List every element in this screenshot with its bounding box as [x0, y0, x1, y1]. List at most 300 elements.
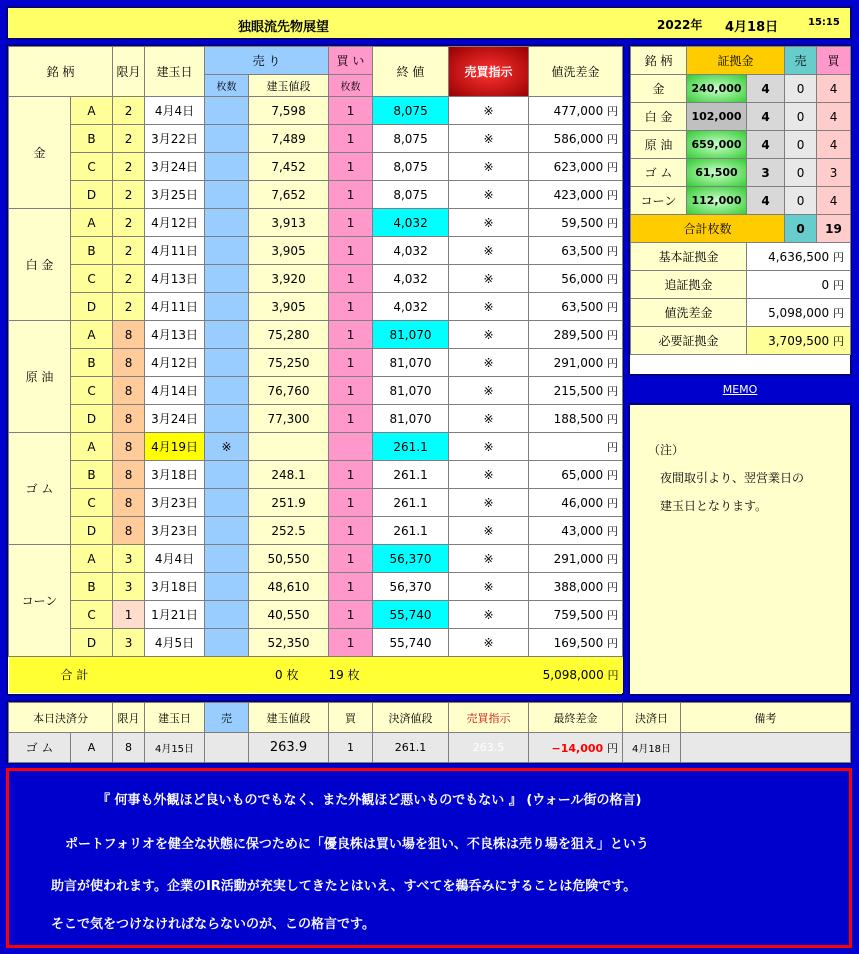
- buy-qty: 1: [329, 405, 373, 433]
- commodity-name: コーン: [9, 545, 71, 657]
- settle-settle-date: 4月18日: [623, 733, 681, 763]
- contract-month: 8: [113, 461, 145, 489]
- diff-yen: 円: [607, 244, 619, 258]
- table-row: [9, 517, 623, 545]
- settle-header-date: 決済日: [623, 703, 681, 733]
- sell-qty: [205, 181, 249, 209]
- trade-instruction[interactable]: ※: [449, 97, 529, 125]
- entry-date: 3月22日: [145, 125, 205, 153]
- diff-yen: 円: [607, 412, 619, 426]
- entry-date: 4月11日: [145, 293, 205, 321]
- diff-value: 63,500: [561, 243, 604, 258]
- settle-month: 8: [113, 733, 145, 763]
- trade-instruction[interactable]: ※: [449, 153, 529, 181]
- table-row: [9, 545, 623, 573]
- summary-value-cell: [747, 327, 851, 355]
- contract-month: 2: [113, 293, 145, 321]
- close-price: 8,075: [373, 153, 449, 181]
- table-row: [9, 461, 623, 489]
- diff-yen: 円: [607, 132, 619, 146]
- diff-yen: 円: [607, 496, 619, 510]
- table-row: [9, 377, 623, 405]
- entry-date: 3月25日: [145, 181, 205, 209]
- title-year: 2022年: [657, 18, 703, 32]
- total-diff-value: 5,098,000: [542, 667, 604, 682]
- margin-sell: 0: [785, 159, 817, 187]
- diff-value: 46,000: [561, 495, 604, 510]
- summary-label: 追証拠金: [631, 271, 747, 299]
- sell-qty: [205, 573, 249, 601]
- contract-sub: B: [71, 237, 113, 265]
- margin-qty: 4: [747, 131, 785, 159]
- title-bar: [6, 6, 852, 40]
- table-row: [9, 349, 623, 377]
- margin-panel: [628, 44, 852, 376]
- entry-price: 40,550: [249, 601, 329, 629]
- diff-yen: 円: [607, 524, 619, 538]
- sell-qty: [205, 489, 249, 517]
- entry-price: 76,760: [249, 377, 329, 405]
- settle-header-label: 本日決済分: [9, 703, 113, 733]
- entry-date: 4月4日: [145, 545, 205, 573]
- header-diff: 値洗差金: [529, 47, 623, 97]
- table-row: [9, 181, 623, 209]
- diff-cell: [529, 433, 623, 461]
- diff-value: 388,000: [553, 579, 604, 594]
- table-row: [9, 237, 623, 265]
- diff-value: 63,500: [561, 299, 604, 314]
- diff-yen: 円: [607, 188, 619, 202]
- trade-instruction[interactable]: ※: [449, 125, 529, 153]
- margin-header-sell: 売: [785, 47, 817, 75]
- total-buy-unit: 枚: [347, 668, 360, 683]
- positions-panel: [6, 44, 624, 696]
- header-sell-qty: 枚数: [205, 75, 249, 97]
- diff-value: 169,500: [553, 635, 604, 650]
- margin-amount: 112,000: [687, 187, 747, 215]
- margin-amount: 102,000: [687, 103, 747, 131]
- entry-date: 4月5日: [145, 629, 205, 657]
- trade-instruction[interactable]: ※: [449, 349, 529, 377]
- margin-summary-row: [631, 299, 851, 327]
- entry-price: 252.5: [249, 517, 329, 545]
- entry-date: 3月24日: [145, 153, 205, 181]
- margin-amount: 240,000: [687, 75, 747, 103]
- total-sell-unit: 枚: [286, 668, 299, 683]
- diff-value: 59,500: [561, 215, 604, 230]
- title-date: 4月18日: [725, 20, 779, 35]
- buy-qty: 1: [329, 181, 373, 209]
- contract-sub: B: [71, 573, 113, 601]
- settle-final-value: −14,000: [551, 741, 604, 755]
- contract-sub: B: [71, 125, 113, 153]
- margin-amount: 659,000: [687, 131, 747, 159]
- summary-value: 3,709,500: [768, 333, 830, 348]
- summary-value: 4,636,500: [768, 249, 830, 264]
- header-meigara: 銘 柄: [9, 47, 113, 97]
- entry-price: 7,652: [249, 181, 329, 209]
- contract-sub: C: [71, 153, 113, 181]
- diff-cell: [529, 377, 623, 405]
- close-price: 81,070: [373, 349, 449, 377]
- commodity-name: 金: [9, 97, 71, 209]
- quote-line-3: 助言が使われます。企業のIR活動が充実してきたとはいえ、すべてを鵜呑みにすることは危険です。: [51, 879, 637, 894]
- diff-cell: [529, 321, 623, 349]
- diff-value: 291,000: [553, 355, 604, 370]
- buy-qty: 1: [329, 349, 373, 377]
- buy-qty: 1: [329, 293, 373, 321]
- contract-sub: C: [71, 265, 113, 293]
- buy-qty: [329, 433, 373, 461]
- sell-qty: [205, 153, 249, 181]
- diff-yen: 円: [607, 160, 619, 174]
- contract-sub: D: [71, 405, 113, 433]
- buy-qty: 1: [329, 265, 373, 293]
- close-price: 261.1: [373, 489, 449, 517]
- memo-line-1: （注）: [648, 443, 685, 457]
- trade-instruction[interactable]: ※: [449, 265, 529, 293]
- table-row: [9, 601, 623, 629]
- trade-instruction[interactable]: ※: [449, 517, 529, 545]
- buy-qty: 1: [329, 489, 373, 517]
- header-entry-price: 建玉値段: [249, 75, 329, 97]
- diff-cell: [529, 237, 623, 265]
- diff-cell: [529, 601, 623, 629]
- margin-buy: 4: [817, 131, 851, 159]
- buy-qty: 1: [329, 97, 373, 125]
- trade-instruction[interactable]: ※: [449, 545, 529, 573]
- settle-sell: [205, 733, 249, 763]
- header-tatebi: 建玉日: [145, 47, 205, 97]
- trade-instruction[interactable]: ※: [449, 237, 529, 265]
- margin-commodity: コーン: [631, 187, 687, 215]
- summary-label: 基本証拠金: [631, 243, 747, 271]
- entry-date: 4月4日: [145, 97, 205, 125]
- close-price: 4,032: [373, 265, 449, 293]
- margin-commodity: 白 金: [631, 103, 687, 131]
- table-row: [9, 629, 623, 657]
- contract-sub: A: [71, 321, 113, 349]
- trade-instruction[interactable]: ※: [449, 181, 529, 209]
- settle-header-note: 備考: [681, 703, 851, 733]
- diff-value: 291,000: [553, 551, 604, 566]
- diff-cell: [529, 629, 623, 657]
- settle-note: [681, 733, 851, 763]
- settle-final: [529, 733, 623, 763]
- table-row: [9, 573, 623, 601]
- trade-instruction[interactable]: ※: [449, 489, 529, 517]
- contract-month: 2: [113, 97, 145, 125]
- quote-panel: [6, 768, 852, 948]
- contract-sub: D: [71, 517, 113, 545]
- margin-total-buy: 19: [817, 215, 851, 243]
- settle-header-price: 建玉値段: [249, 703, 329, 733]
- close-price: 4,032: [373, 209, 449, 237]
- diff-yen: 円: [607, 300, 619, 314]
- entry-price: 3,905: [249, 237, 329, 265]
- buy-qty: 1: [329, 321, 373, 349]
- quote-line-4: そこで気をつけなければならないのが、この格言です。: [51, 917, 375, 932]
- entry-date: 3月18日: [145, 461, 205, 489]
- margin-amount: 61,500: [687, 159, 747, 187]
- settle-baibai: 263.5: [449, 733, 529, 763]
- entry-price: 7,452: [249, 153, 329, 181]
- entry-date: 4月19日: [145, 433, 205, 461]
- sell-qty: ※: [205, 433, 249, 461]
- diff-cell: [529, 573, 623, 601]
- settle-header-baibai: 売買指示: [449, 703, 529, 733]
- trade-instruction[interactable]: ※: [449, 573, 529, 601]
- diff-cell: [529, 293, 623, 321]
- total-diff: [449, 657, 623, 693]
- margin-qty: 4: [747, 103, 785, 131]
- margin-sell: 0: [785, 131, 817, 159]
- summary-value: 5,098,000: [768, 305, 830, 320]
- trade-instruction[interactable]: ※: [449, 209, 529, 237]
- settle-header-month: 限月: [113, 703, 145, 733]
- margin-header-shokokin: 証拠金: [687, 47, 785, 75]
- diff-value: 215,500: [553, 383, 604, 398]
- table-row: [9, 293, 623, 321]
- summary-value-cell: [747, 243, 851, 271]
- margin-commodity: 金: [631, 75, 687, 103]
- contract-sub: C: [71, 489, 113, 517]
- settle-header-kessai: 決済値段: [373, 703, 449, 733]
- buy-qty: 1: [329, 629, 373, 657]
- close-price: 56,370: [373, 573, 449, 601]
- margin-summary-row: [631, 327, 851, 355]
- entry-price: 3,913: [249, 209, 329, 237]
- diff-yen: 円: [607, 468, 619, 482]
- contract-month: 2: [113, 237, 145, 265]
- trade-instruction[interactable]: ※: [449, 629, 529, 657]
- contract-sub: B: [71, 461, 113, 489]
- table-row: [9, 265, 623, 293]
- diff-yen: 円: [607, 216, 619, 230]
- trade-instruction[interactable]: ※: [449, 433, 529, 461]
- close-price: 81,070: [373, 377, 449, 405]
- margin-row: [631, 75, 851, 103]
- summary-yen: 円: [833, 334, 845, 348]
- diff-value: 623,000: [553, 159, 604, 174]
- margin-qty: 4: [747, 187, 785, 215]
- entry-date: 4月13日: [145, 321, 205, 349]
- entry-price: 48,610: [249, 573, 329, 601]
- summary-label: 必要証拠金: [631, 327, 747, 355]
- commodity-name: 原 油: [9, 321, 71, 433]
- margin-commodity: 原 油: [631, 131, 687, 159]
- sell-qty: [205, 237, 249, 265]
- close-price: 4,032: [373, 293, 449, 321]
- sell-qty: [205, 209, 249, 237]
- entry-date: 4月11日: [145, 237, 205, 265]
- close-price: 261.1: [373, 461, 449, 489]
- sell-qty: [205, 405, 249, 433]
- diff-value: 65,000: [561, 467, 604, 482]
- total-sell-value: 0: [275, 668, 283, 683]
- header-buy-qty: 枚数: [329, 75, 373, 97]
- diff-value: 423,000: [553, 187, 604, 202]
- contract-month: 2: [113, 265, 145, 293]
- contract-month: 3: [113, 545, 145, 573]
- entry-price: 75,280: [249, 321, 329, 349]
- entry-price: 7,489: [249, 125, 329, 153]
- header-gengetsu: 限月: [113, 47, 145, 97]
- diff-cell: [529, 265, 623, 293]
- diff-cell: [529, 517, 623, 545]
- sell-qty: [205, 321, 249, 349]
- diff-yen: 円: [607, 104, 619, 118]
- margin-total-sell: 0: [785, 215, 817, 243]
- close-price: 8,075: [373, 97, 449, 125]
- diff-cell: [529, 153, 623, 181]
- buy-qty: 1: [329, 209, 373, 237]
- diff-value: 586,000: [553, 131, 604, 146]
- summary-value: 0: [821, 277, 830, 292]
- total-row: [9, 657, 623, 693]
- commodity-name: 白 金: [9, 209, 71, 321]
- entry-date: 3月23日: [145, 489, 205, 517]
- table-row: [9, 97, 623, 125]
- page-title: 独眼流先物展望: [238, 20, 330, 35]
- contract-month: 2: [113, 153, 145, 181]
- diff-yen: 円: [607, 580, 619, 594]
- margin-row: [631, 159, 851, 187]
- margin-buy: 4: [817, 187, 851, 215]
- memo-line-2: 夜間取引より、翌営業日の: [660, 471, 805, 485]
- settle-header-final: 最終差金: [529, 703, 623, 733]
- settle-sub: A: [71, 733, 113, 763]
- buy-qty: 1: [329, 153, 373, 181]
- entry-date: 3月24日: [145, 405, 205, 433]
- buy-qty: 1: [329, 377, 373, 405]
- diff-yen: 円: [607, 608, 619, 622]
- memo-link[interactable]: MEMO: [722, 383, 758, 396]
- quote-line-1: 『 何事も外観ほど良いものでもなく、また外観ほど悪いものでもない 』 (ウォール街の格言): [97, 793, 642, 808]
- buy-qty: 1: [329, 461, 373, 489]
- margin-row: [631, 103, 851, 131]
- settle-buy: 1: [329, 733, 373, 763]
- diff-yen: 円: [607, 272, 619, 286]
- entry-date: 1月21日: [145, 601, 205, 629]
- margin-buy: 4: [817, 75, 851, 103]
- contract-sub: A: [71, 97, 113, 125]
- close-price: 261.1: [373, 433, 449, 461]
- total-label: 合 計: [9, 657, 205, 693]
- entry-price: 75,250: [249, 349, 329, 377]
- header-trade-instruction[interactable]: 売買指示: [449, 47, 529, 97]
- commodity-name: ゴ ム: [9, 433, 71, 545]
- sell-qty: [205, 545, 249, 573]
- diff-yen: 円: [607, 552, 619, 566]
- close-price: 56,370: [373, 545, 449, 573]
- margin-sell: 0: [785, 75, 817, 103]
- trade-instruction[interactable]: ※: [449, 461, 529, 489]
- table-row: [9, 321, 623, 349]
- summary-yen: 円: [833, 278, 845, 292]
- diff-cell: [529, 461, 623, 489]
- contract-month: 8: [113, 321, 145, 349]
- margin-header-meigara: 銘 柄: [631, 47, 687, 75]
- margin-buy: 3: [817, 159, 851, 187]
- trade-instruction[interactable]: ※: [449, 601, 529, 629]
- header-buy: 買 い: [329, 47, 373, 75]
- close-price: 81,070: [373, 405, 449, 433]
- margin-buy: 4: [817, 103, 851, 131]
- entry-price: 50,550: [249, 545, 329, 573]
- sell-qty: [205, 97, 249, 125]
- entry-date: 4月12日: [145, 349, 205, 377]
- diff-value: 56,000: [561, 271, 604, 286]
- diff-value: 188,500: [553, 411, 604, 426]
- buy-qty: 1: [329, 517, 373, 545]
- diff-yen: 円: [607, 636, 619, 650]
- summary-yen: 円: [833, 250, 845, 264]
- contract-sub: A: [71, 545, 113, 573]
- diff-cell: [529, 125, 623, 153]
- contract-month: 8: [113, 377, 145, 405]
- entry-price: 52,350: [249, 629, 329, 657]
- entry-price: 7,598: [249, 97, 329, 125]
- settle-header-sell: 売: [205, 703, 249, 733]
- entry-date: 4月12日: [145, 209, 205, 237]
- sell-qty: [205, 629, 249, 657]
- entry-date: 4月14日: [145, 377, 205, 405]
- sell-qty: [205, 377, 249, 405]
- buy-qty: 1: [329, 125, 373, 153]
- trade-instruction[interactable]: ※: [449, 293, 529, 321]
- diff-yen: 円: [607, 384, 619, 398]
- margin-commodity: ゴ ム: [631, 159, 687, 187]
- trade-instruction[interactable]: ※: [449, 321, 529, 349]
- entry-price: 248.1: [249, 461, 329, 489]
- header-close: 終 値: [373, 47, 449, 97]
- table-row: [9, 153, 623, 181]
- entry-date: 3月18日: [145, 573, 205, 601]
- margin-sell: 0: [785, 103, 817, 131]
- settle-header-buy: 買: [329, 703, 373, 733]
- settlement-table: [8, 702, 851, 763]
- sell-qty: [205, 125, 249, 153]
- entry-date: 3月23日: [145, 517, 205, 545]
- summary-label: 値洗差金: [631, 299, 747, 327]
- diff-yen: 円: [607, 328, 619, 342]
- total-buy: [329, 657, 449, 693]
- margin-sell: 0: [785, 187, 817, 215]
- title-time: 15:15: [808, 17, 840, 28]
- sell-qty: [205, 349, 249, 377]
- buy-qty: 1: [329, 601, 373, 629]
- diff-value: 759,500: [553, 607, 604, 622]
- trade-instruction[interactable]: ※: [449, 377, 529, 405]
- margin-total-row: [631, 215, 851, 243]
- margin-qty: 4: [747, 75, 785, 103]
- buy-qty: 1: [329, 237, 373, 265]
- diff-cell: [529, 489, 623, 517]
- close-price: 4,032: [373, 237, 449, 265]
- contract-month: 3: [113, 629, 145, 657]
- trade-instruction[interactable]: ※: [449, 405, 529, 433]
- contract-month: 8: [113, 405, 145, 433]
- contract-sub: D: [71, 181, 113, 209]
- margin-header-buy: 買: [817, 47, 851, 75]
- contract-sub: D: [71, 629, 113, 657]
- table-row: [9, 405, 623, 433]
- entry-price: 251.9: [249, 489, 329, 517]
- table-row: [9, 489, 623, 517]
- contract-month: 8: [113, 433, 145, 461]
- contract-sub: A: [71, 209, 113, 237]
